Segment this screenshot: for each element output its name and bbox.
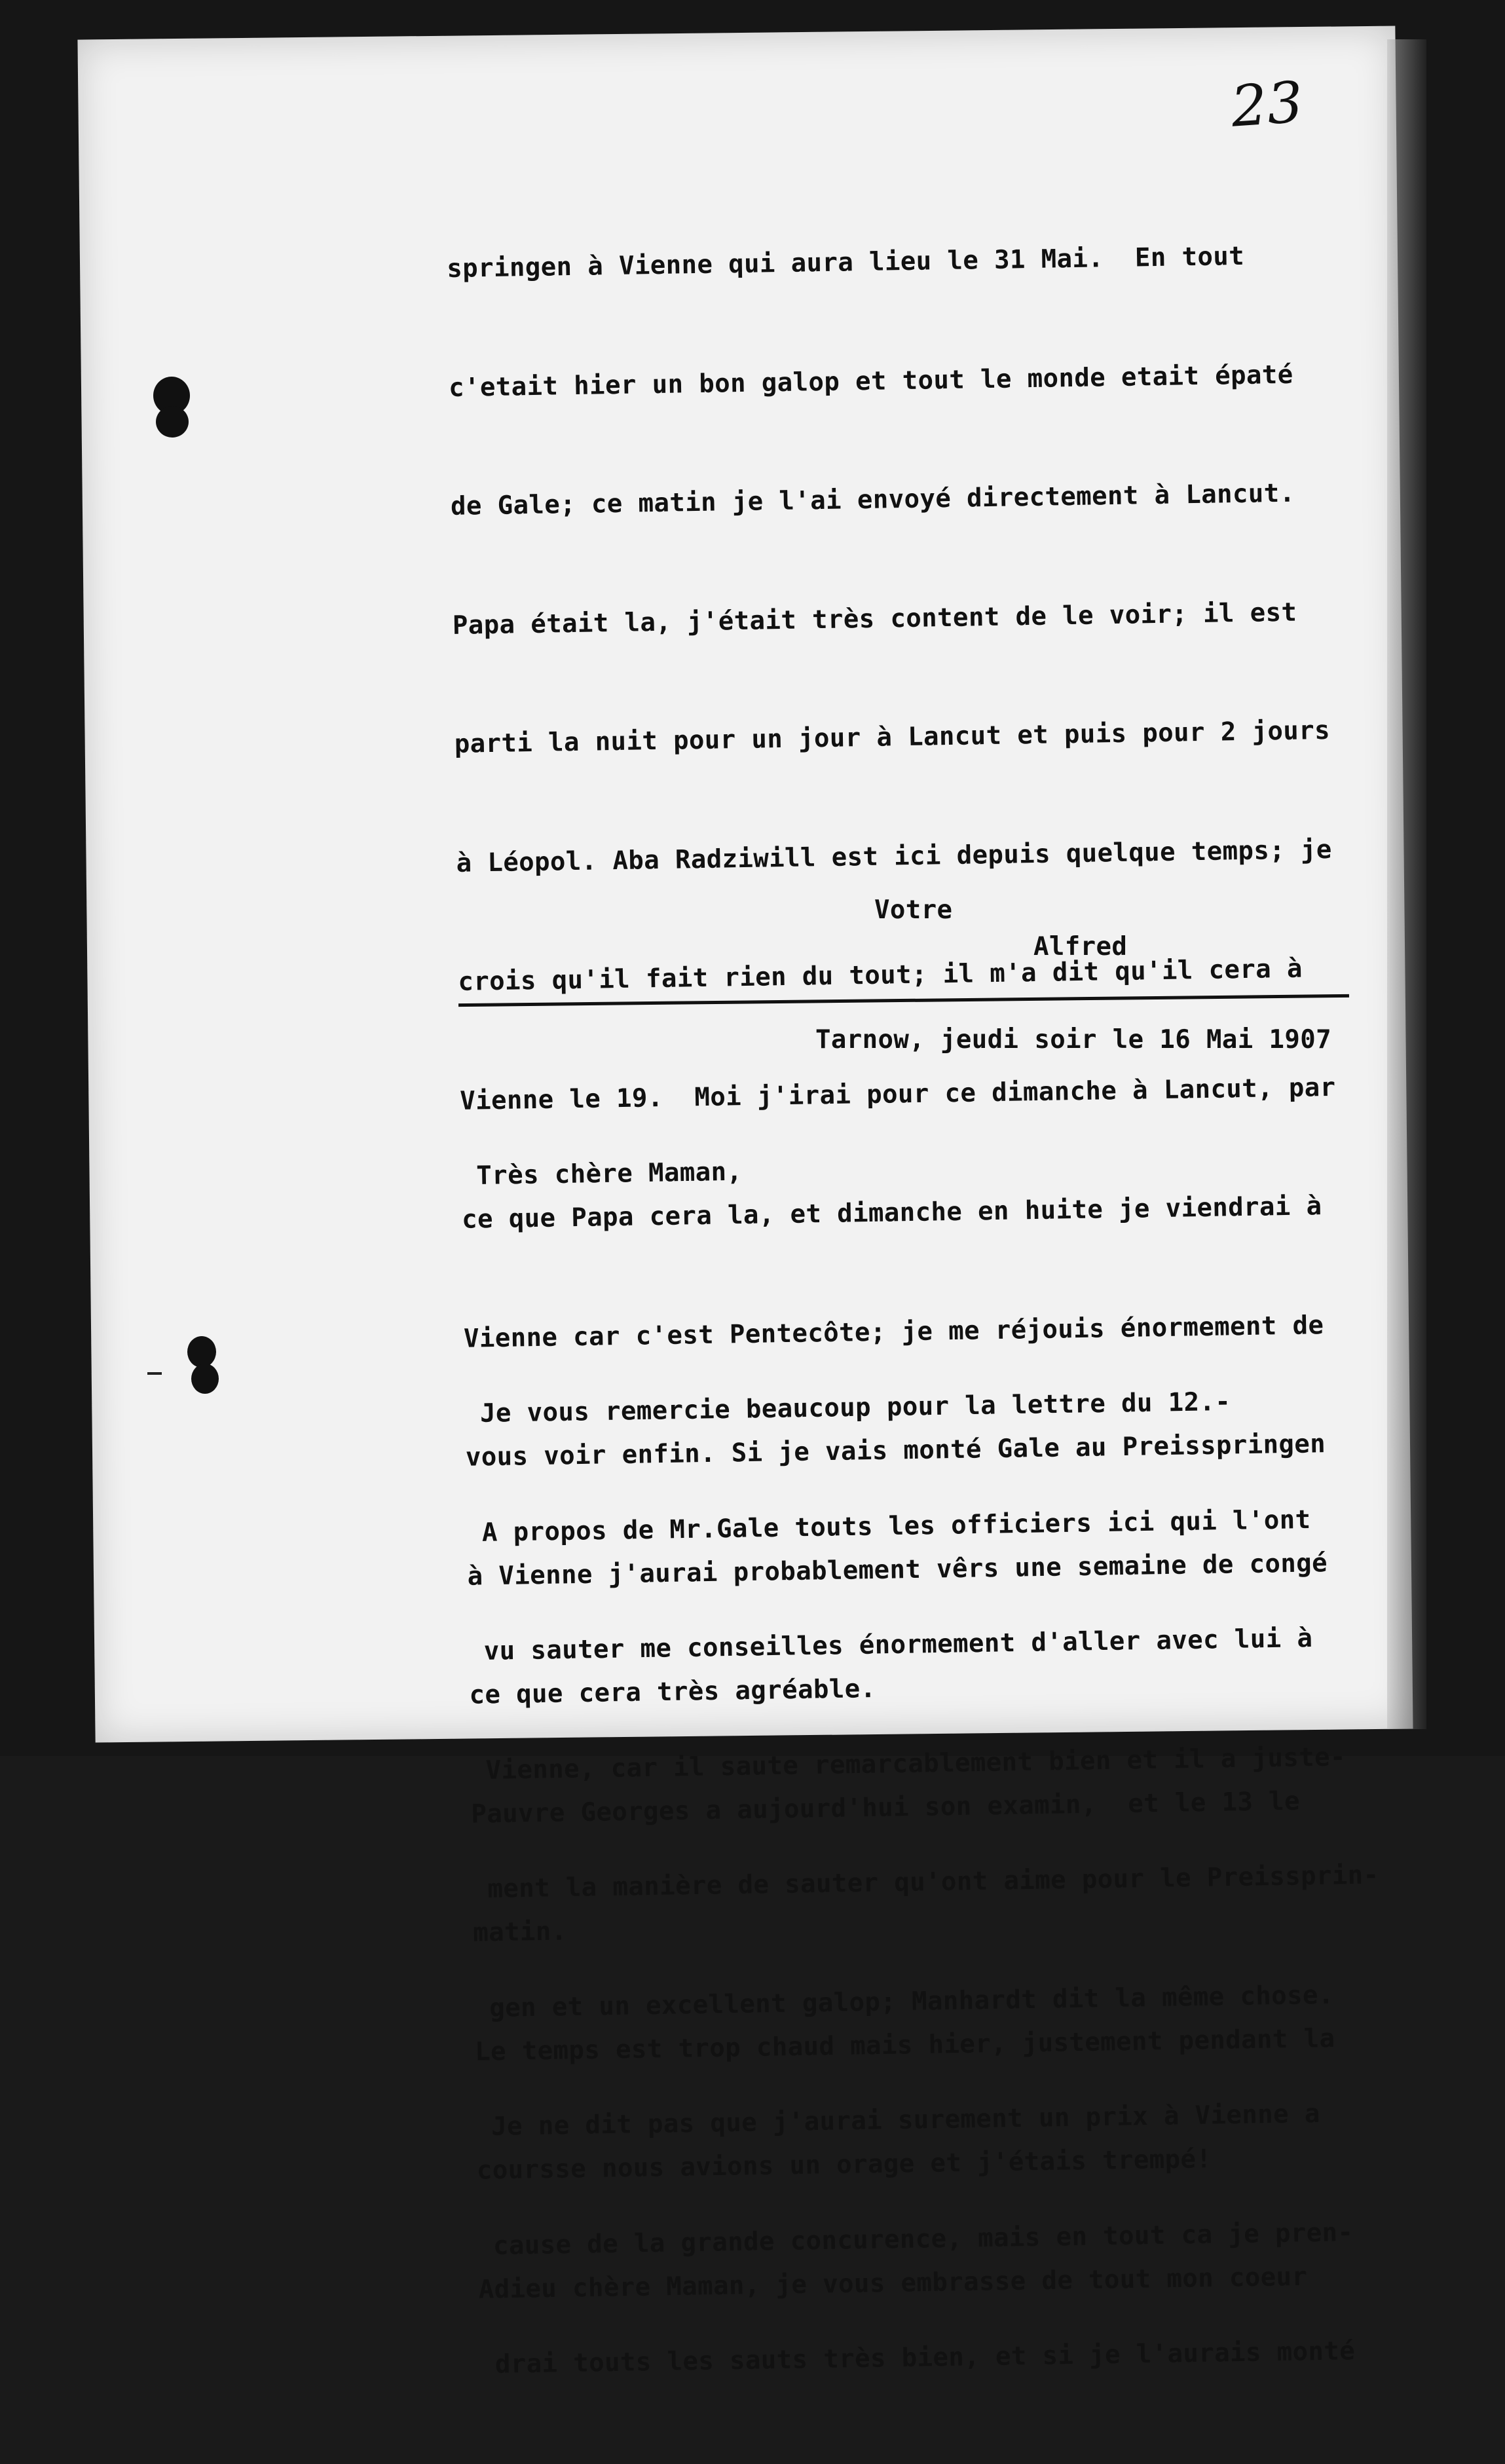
text-line: Vienne le 19. Moi j'irai pour ce dimanche à Lancut, par [459, 1072, 1336, 1116]
salutation: Très chère Maman, [476, 1157, 743, 1191]
text-line: à Vienne j'aurai probablement vêrs une semaine de congé [467, 1548, 1328, 1592]
text-line: Vienne, car il saute remarcablement bien et il a juste- [485, 1742, 1347, 1785]
margin-mark [147, 1372, 162, 1375]
text-line: Pauvre Georges a aujourd'hui son examin, et le 13 le [471, 1786, 1301, 1829]
text-line: parti la nuit pour un jour à Lancut et puis pour 2 jours [454, 715, 1331, 759]
text-line: springen à Vienne qui aura lieu le 31 Mai. En tout [447, 241, 1245, 284]
text-line: cause de la grande concurence, mais en tout ca je pren- [492, 2217, 1354, 2261]
letter-dateline: Tarnow, jeudi soir le 16 Mai 1907 [815, 1025, 1332, 1055]
letter-body [472, 1064, 1388, 2464]
punch-hole-top-lower [156, 406, 189, 438]
text-line: vous voir enfin. Si je vais monté Gale au Preisspringen [465, 1429, 1326, 1472]
text-line: coursse nous avions un orage et j'étais trempé! [476, 2144, 1212, 2186]
text-line: gen et un excellent galop; Manhardt dit la même chose. [489, 1980, 1335, 2023]
text-line: ce que Papa cera la, et dimanche en huite je viendrai à [461, 1191, 1322, 1235]
signature-alfred: Alfred [1033, 932, 1128, 961]
text-line: crois qu'il fait rien du tout; il m'a dit qu'il cera à [458, 954, 1303, 997]
text-line [478, 1261, 1370, 1315]
text-line: drai touts les sauts très bien, et si je l'aurais monté [494, 2336, 1356, 2380]
text-line: Je ne dit pas que j'aurai surement un prix à Vienne a [491, 2099, 1321, 2142]
punch-hole-bottom [187, 1336, 216, 1368]
text-line: Adieu chère Maman, je vous embrasse de tout mon coeur [478, 2262, 1308, 2305]
text-line: de Gale; ce matin je l'ai envoyé directement à Lancut. [450, 478, 1295, 521]
closing-votre: Votre [874, 895, 953, 925]
text-line: à Léopol. Aba Radziwill est ici depuis quelque temps; je [456, 834, 1333, 878]
punch-hole-bottom-lower [191, 1364, 219, 1394]
text-line: A propos de Mr.Gale touts les officiers ici qui l'ont [481, 1504, 1311, 1548]
text-line: Vienne car c'est Pentecôte; je me réjouis énormement de [463, 1310, 1324, 1354]
text-line: ce que cera très agréable. [469, 1673, 876, 1710]
text-line: Le temps est trop chaud mais hier, justement pendant la [474, 2023, 1335, 2067]
paper-edge-shadow [1387, 39, 1426, 1729]
text-line: matin. [472, 1916, 567, 1948]
page-number: 23 [1229, 69, 1305, 140]
text-line: Je vous remercie beaucoup pour la lettre du 12.- [479, 1387, 1231, 1428]
text-line: Papa était la, j'était très content de le voir; il est [452, 597, 1297, 641]
text-line: vu sauter me conseilles énormement d'aller avec lui à [483, 1624, 1313, 1666]
text-line: ment la manière de sauter qu'ont aime pour le Preissprin- [487, 1860, 1379, 1904]
text-line: c'etait hier un bon galop et tout le monde etait épaté [448, 360, 1293, 403]
